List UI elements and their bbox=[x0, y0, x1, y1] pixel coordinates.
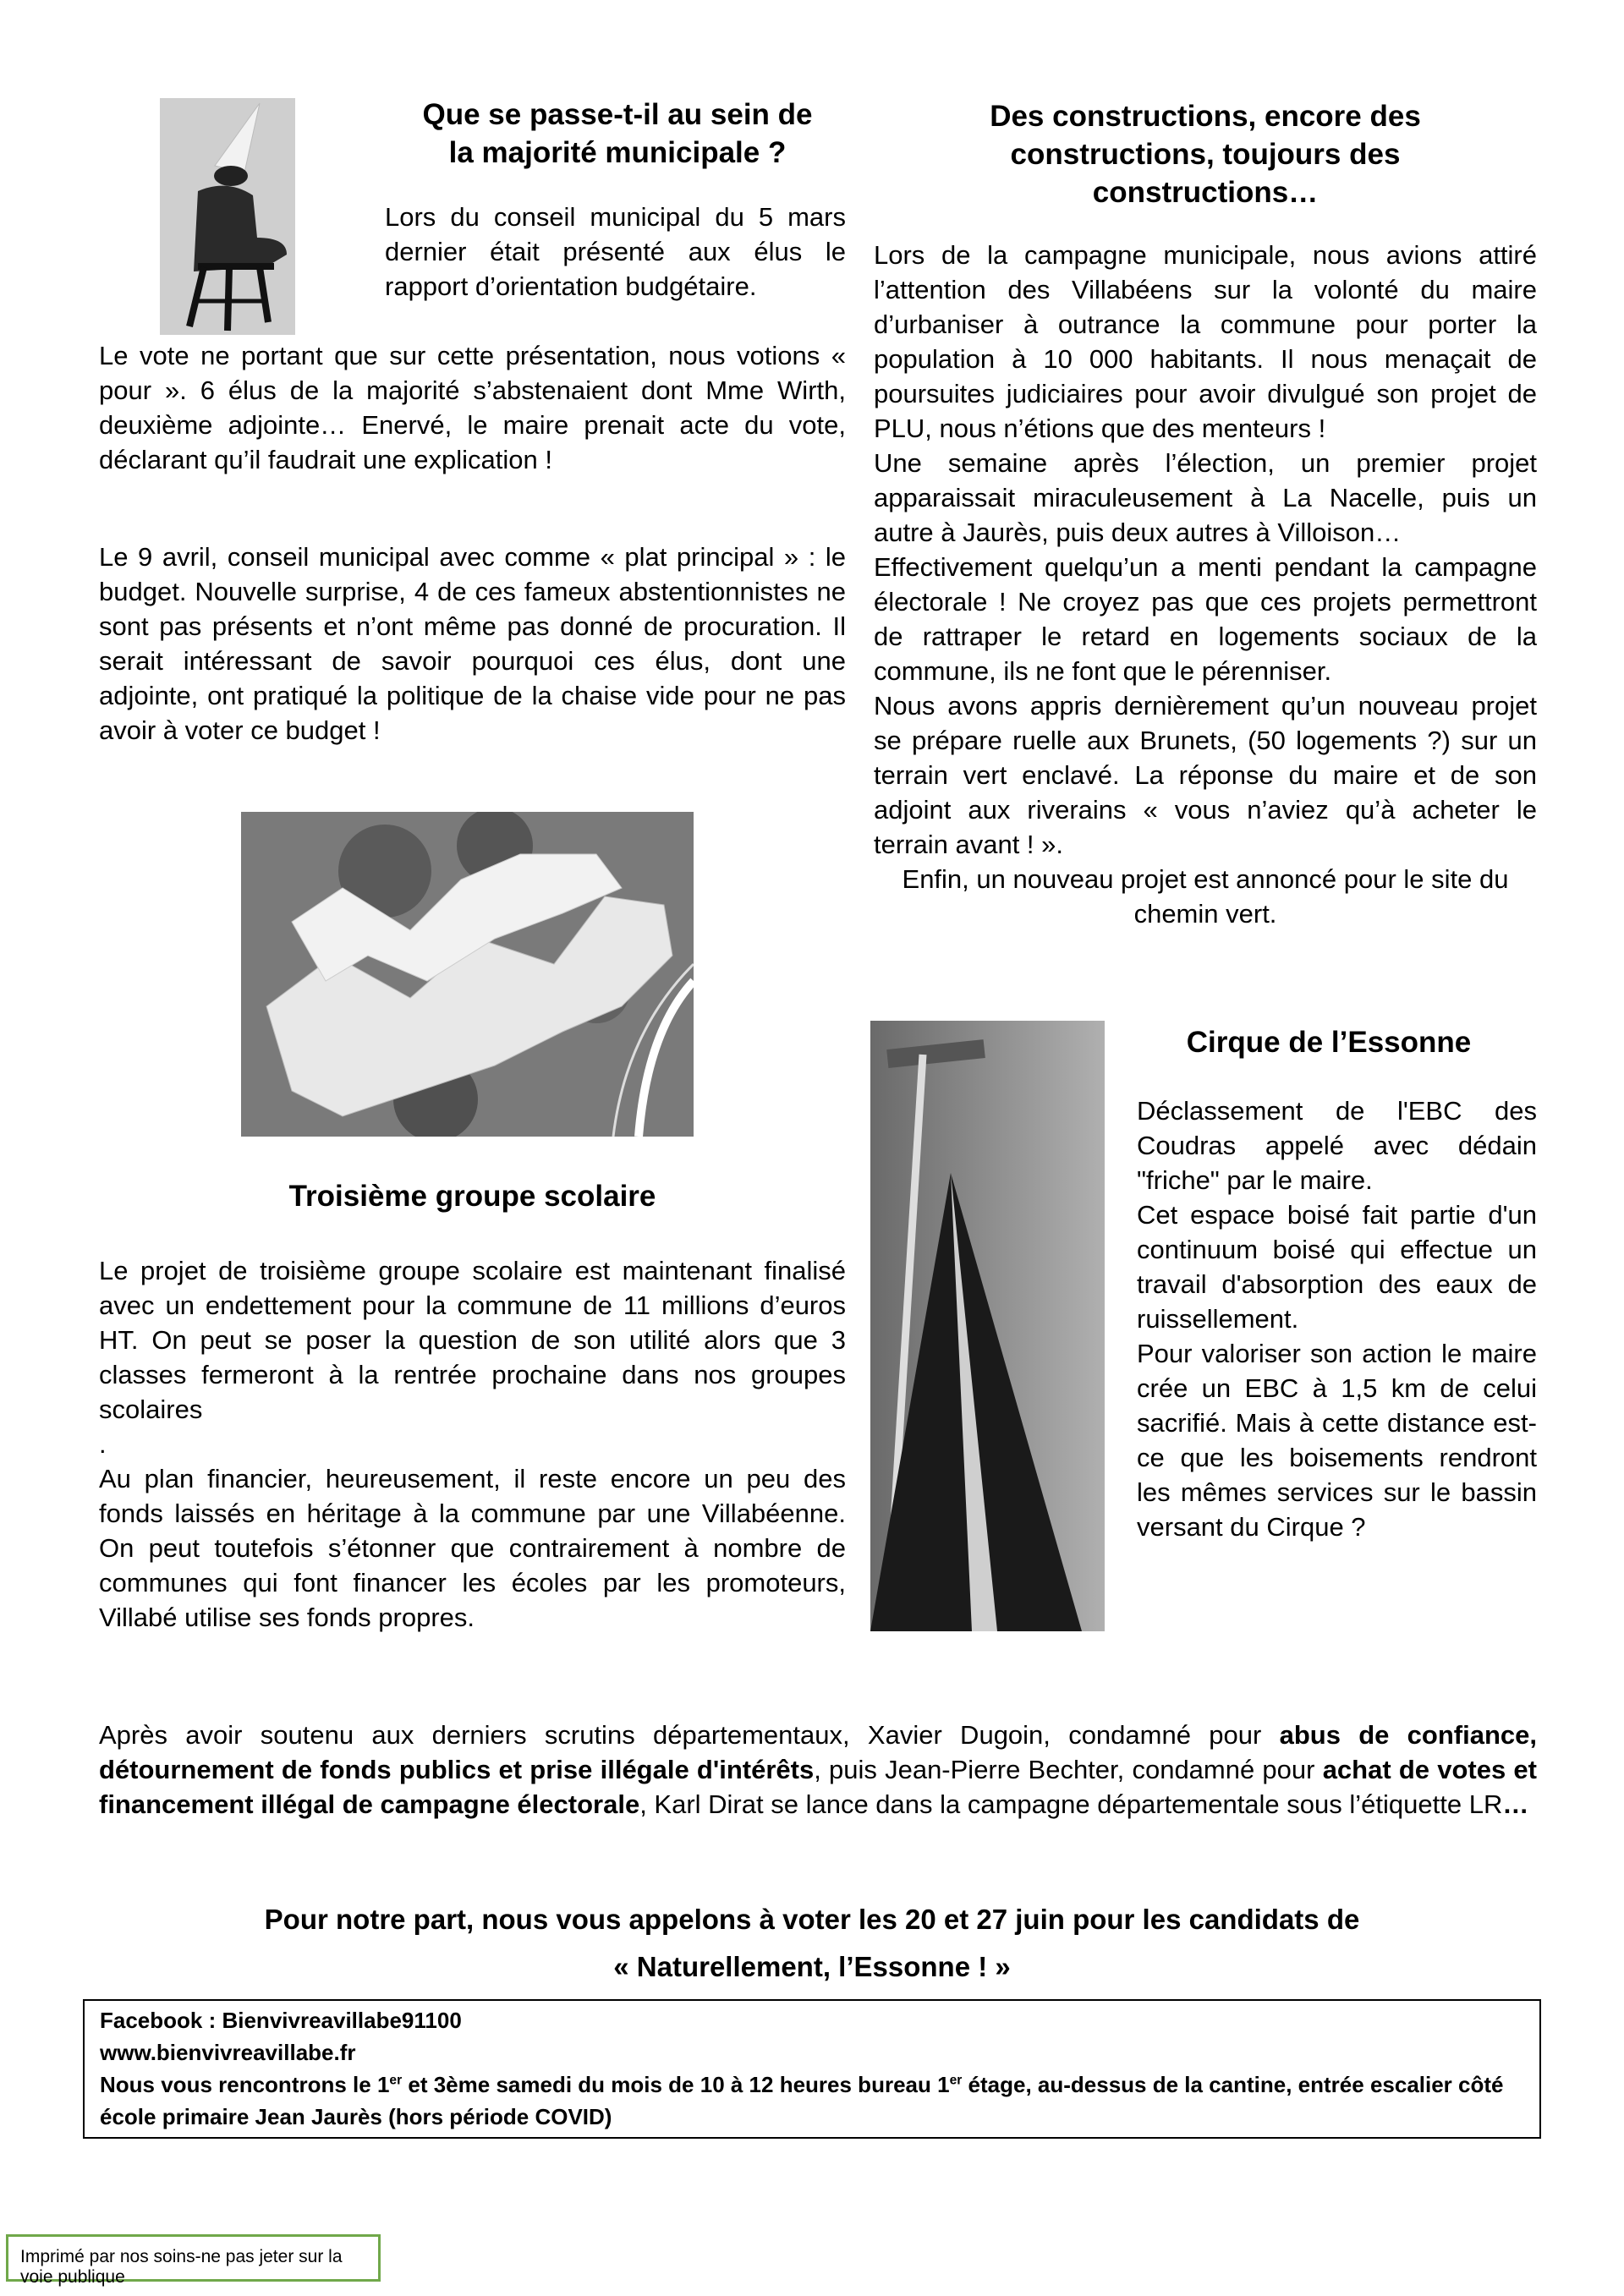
article-constructions-title: Des constructions, encore des constructions, toujours des constructions… bbox=[990, 100, 1421, 209]
dunce-cap-photo bbox=[160, 98, 295, 335]
article-majorite-para1: Le vote ne portant que sur cette présentation, nous votions « pour ». 6 élus de la majorité s’abstenaient dont Mme Wirth, deuxième adjointe… Enervé, le maire prenait acte du vote, déclarant qu’il faudrait une explication ! bbox=[99, 341, 846, 474]
article-cirque-title: Cirque de l’Essonne bbox=[1186, 1026, 1472, 1059]
call-to-vote: Pour notre part, nous vous appelons à voter les 20 et 27 juin pour les candidats de « Naturellement, l’Essonne ! » bbox=[264, 1904, 1360, 1982]
cirque-para1: Déclassement de l'EBC des Coudras appelé avec dédain "friche" par le maire. bbox=[1137, 1096, 1537, 1195]
article-groupe-scolaire-para1: Le projet de troisième groupe scolaire est maintenant finalisé avec un endettement pour la commune de 11 millions d’euros HT. On peut se poser la question de son utilité alors que 3 classes fermeront à la rentrée prochaine dans nos groupes scolaires bbox=[99, 1256, 846, 1424]
crane-tower-photo bbox=[870, 1021, 1105, 1631]
cirque-para2: Cet espace boisé fait partie d'un continuum boisé qui effectue un travail d'absorption des eaux de ruissellement. bbox=[1137, 1200, 1537, 1334]
constructions-para3: Effectivement quelqu’un a menti pendant la campagne électorale ! Ne croyez pas que ces projets permettront de rattraper le retard en logements sociaux de la commune, ils ne font que le pérenniser. bbox=[874, 552, 1537, 686]
website-link[interactable]: www.bienvivreavillabe.fr bbox=[100, 2040, 356, 2065]
building-aerial-icon bbox=[241, 812, 694, 1137]
meeting-info: Nous vous rencontrons le 1er et 3ème samedi du mois de 10 à 12 heures bureau 1er étage, au-dessus de la cantine, entrée escalier côté école primaire Jean Jaurès (hors période COVID) bbox=[100, 2072, 1504, 2129]
facebook-link[interactable]: Facebook : Bienvivreavillabe91100 bbox=[100, 2008, 462, 2033]
cirque-para3: Pour valoriser son action le maire crée un EBC à 1,5 km de celui sacrifié. Mais à cette distance est- ce que les boisements rendront les mêmes services sur le bassin versant du Cirque ? bbox=[1137, 1339, 1537, 1542]
article-majorite-intro: Lors du conseil municipal du 5 mars dernier était présenté aux élus le rapport d’orientation budgétaire. bbox=[385, 202, 846, 301]
article-groupe-scolaire-title: Troisième groupe scolaire bbox=[288, 1180, 656, 1213]
contact-box bbox=[83, 1999, 1541, 2139]
article-constructions-body bbox=[874, 238, 1537, 931]
printed-note-text: Imprimé par nos soins-ne pas jeter sur la voie publique bbox=[20, 2247, 343, 2287]
article-majorite-para2: Le 9 avril, conseil municipal avec comme « plat principal » : le budget. Nouvelle surprise, 4 de ces fameux abstentionnistes ne sont pas présents et n’ont même pas donné de procuration. Il serait intéressant de savoir pourquoi ces élus, dont une adjointe, ont pratiqué la politique de la chaise vide pour ne pas avoir à voter ce budget ! bbox=[99, 542, 846, 745]
article-groupe-scolaire-para2: Au plan financier, heureusement, il reste encore un peu des fonds laissés en héritage à la commune par une Villabéenne. On peut toutefois s’étonner que contrairement à nombre de communes qui font financer les écoles par les promoteurs, Villabé utilise ses fonds propres. bbox=[99, 1464, 846, 1632]
dunce-figure-icon bbox=[160, 98, 295, 335]
constructions-para1: Lors de la campagne municipale, nous avions attiré l’attention des Villabéens sur la volonté du maire d’urbaniser à outrance la commune pour porter la population à 10 000 habitants. Il nous menaçait de poursuites judiciaires pour avoir divulgué son projet de PLU, nous n’étions que des menteurs ! bbox=[874, 240, 1537, 443]
constructions-para2: Une semaine après l’élection, un premier projet apparaissait miraculeusement à La Nacelle, puis un autre à Jaurès, puis deux autres à Villoison… bbox=[874, 448, 1537, 547]
school-building-photo bbox=[241, 812, 694, 1137]
departementales-paragraph: Après avoir soutenu aux derniers scrutins départementaux, Xavier Dugoin, condamné pour abus de confiance, détournement de fonds publics et prise illégale d'intérêts, puis Jean-Pierre Bechter, condamné pour achat de votes et financement illégal de campagne électorale, Karl Dirat se lance dans la campagne départementale sous l’étiquette LR… bbox=[99, 1720, 1537, 1819]
article-cirque-body bbox=[1137, 1093, 1537, 1544]
constructions-para4: Nous avons appris dernièrement qu’un nouveau projet se prépare ruelle aux Brunets, (50 logements ?) sur un terrain vert enclavé. La réponse du maire et de son adjoint aux riverains « vous n’aviez qu’à acheter le terrain avant ! ». bbox=[874, 691, 1537, 859]
crane-tower-icon bbox=[870, 1021, 1105, 1631]
article-majorite-title: Que se passe-t-il au sein de la majorité municipale ? bbox=[422, 98, 813, 169]
constructions-para5: Enfin, un nouveau projet est annoncé pour le site du chemin vert. bbox=[902, 864, 1509, 929]
printed-note-box bbox=[6, 2234, 381, 2287]
article-groupe-scolaire-dot: . bbox=[99, 1429, 107, 1459]
